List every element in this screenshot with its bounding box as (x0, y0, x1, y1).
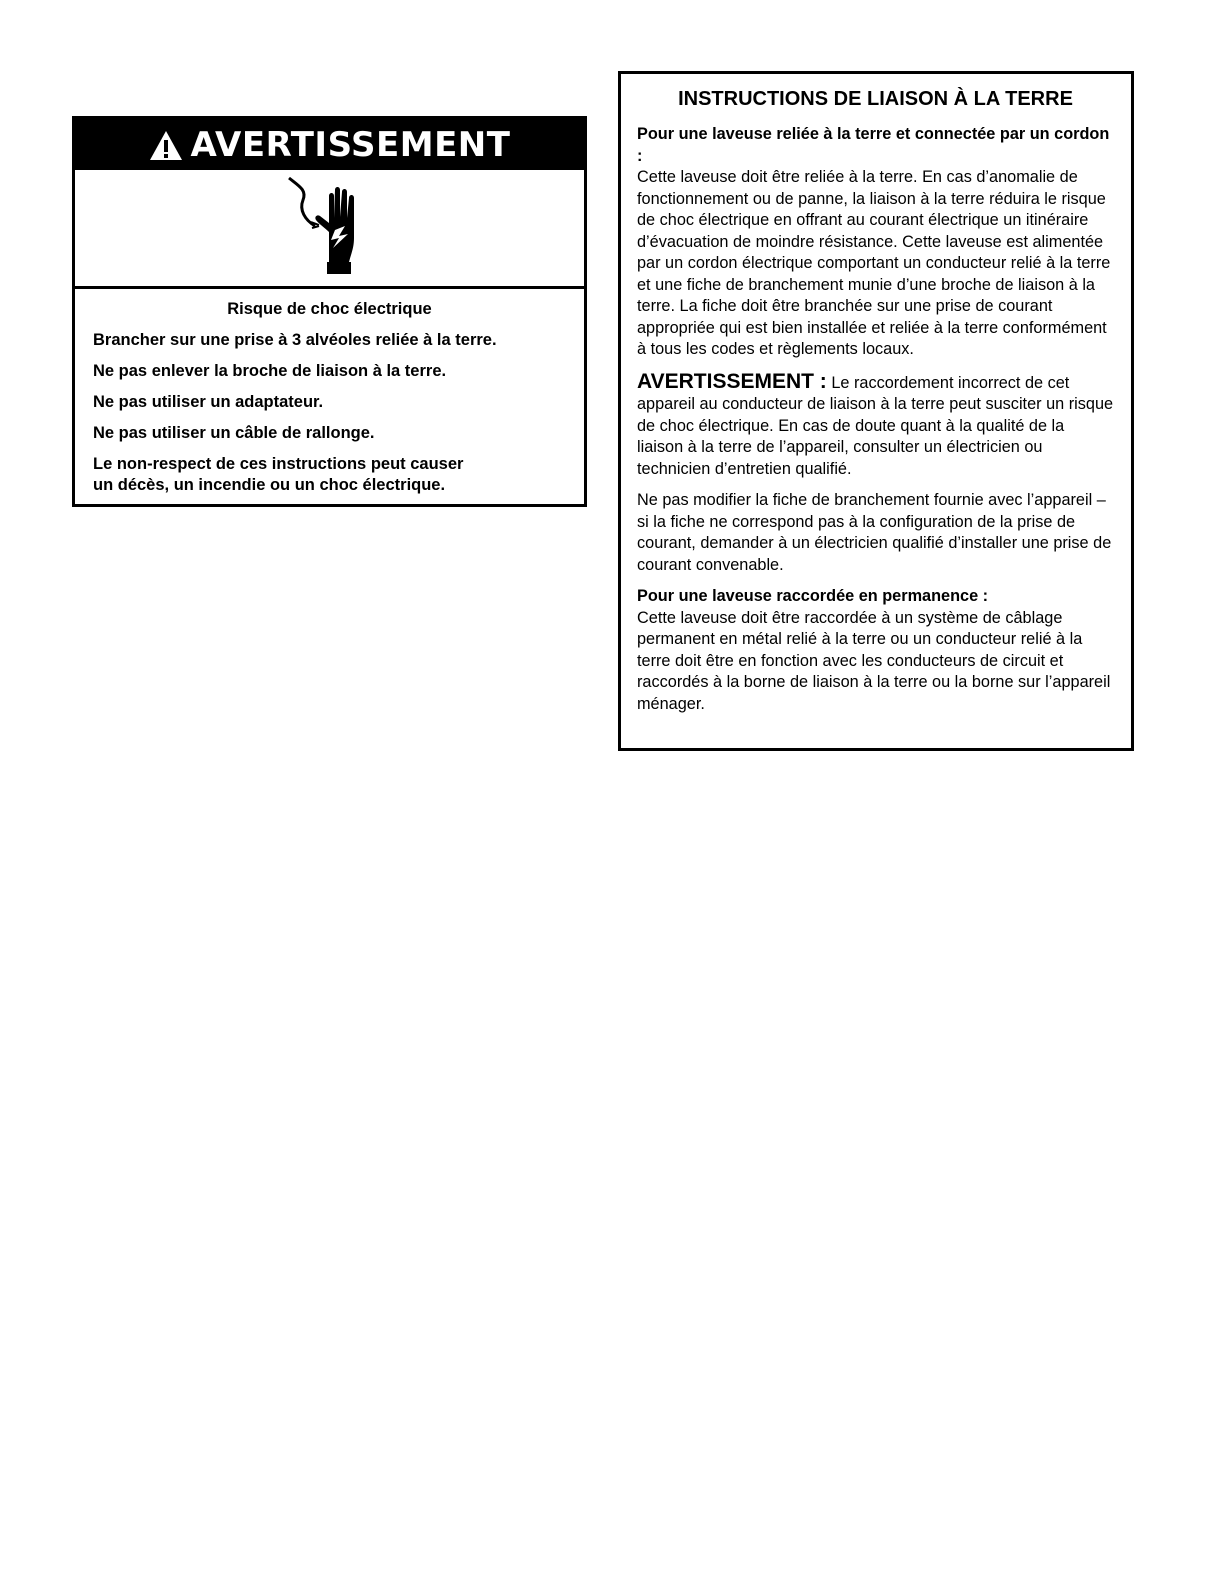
warning-line: Ne pas utiliser un adaptateur. (93, 393, 324, 411)
grounding-title: INSTRUCTIONS DE LIAISON À LA TERRE (678, 88, 1073, 110)
grounding-instructions-box (618, 71, 1134, 751)
warning-header (75, 119, 584, 170)
alert-triangle-icon (149, 129, 183, 163)
section2-heading: Pour une laveuse raccordée en permanence : (637, 587, 989, 605)
section2-text: Cette laveuse doit être raccordée à un système de câblage permanent en métal relié à la terre ou un conducteur relié à la terre doit être en fonction avec les conducteurs de circuit et raccordés à la borne de liaison à la terre ou la borne sur l’appareil ménager. (637, 608, 1111, 713)
warning-line: Ne pas utiliser un câble de rallonge. (93, 424, 375, 442)
electric-shock-hand-icon (285, 176, 375, 281)
warning-paragraph (637, 371, 1114, 481)
warning-header-text: AVERTISSEMENT (190, 124, 511, 165)
warning-label: AVERTISSEMENT : (637, 369, 827, 393)
warning-pictogram (75, 170, 584, 289)
section1-text: Cette laveuse doit être reliée à la terre. En cas d’anomalie de fonctionnement ou de panne, la liaison à la terre réduira le risque de choc électrique en offrant au courant électrique un itinéraire d’évacuation de moindre résistance. Cette laveuse est alimentée par un cordon électrique comportant un conducteur relié à la terre et une fiche de branchement munie d’une broche de liaison à la terre. La fiche doit être branchée sur une prise de courant appropriée qui est bien installée et reliée à la terre conformément à tous les codes et règlements locaux. (637, 168, 1111, 358)
warning-line: Ne pas enlever la broche de liaison à la terre. (93, 362, 447, 380)
consequence-line-1: Le non-respect de ces instructions peut causer (93, 455, 464, 473)
risk-title: Risque de choc électrique (227, 300, 432, 318)
warning-body (75, 289, 584, 496)
warning-line: Brancher sur une prise à 3 alvéoles reliée à la terre. (93, 331, 497, 349)
modify-text: Ne pas modifier la fiche de branchement fournie avec l’appareil – si la fiche ne correspond pas à la configuration de la prise de courant, demander à un électricien qualifié d’installer une prise de courant convenable. (637, 491, 1112, 574)
warning-box (72, 116, 587, 507)
warning-text: Le raccordement incorrect de cet appareil au conducteur de liaison à la terre peut susciter un risque de choc électrique. En cas de doute quant à la qualité de la liaison à la terre de l’appareil, consulter un électricien ou technicien d’entretien qualifié. (637, 373, 1114, 478)
consequence-line-2: un décès, un incendie ou un choc électrique. (93, 476, 446, 494)
section1-heading: Pour une laveuse reliée à la terre et connectée par un cordon : (637, 125, 1110, 165)
